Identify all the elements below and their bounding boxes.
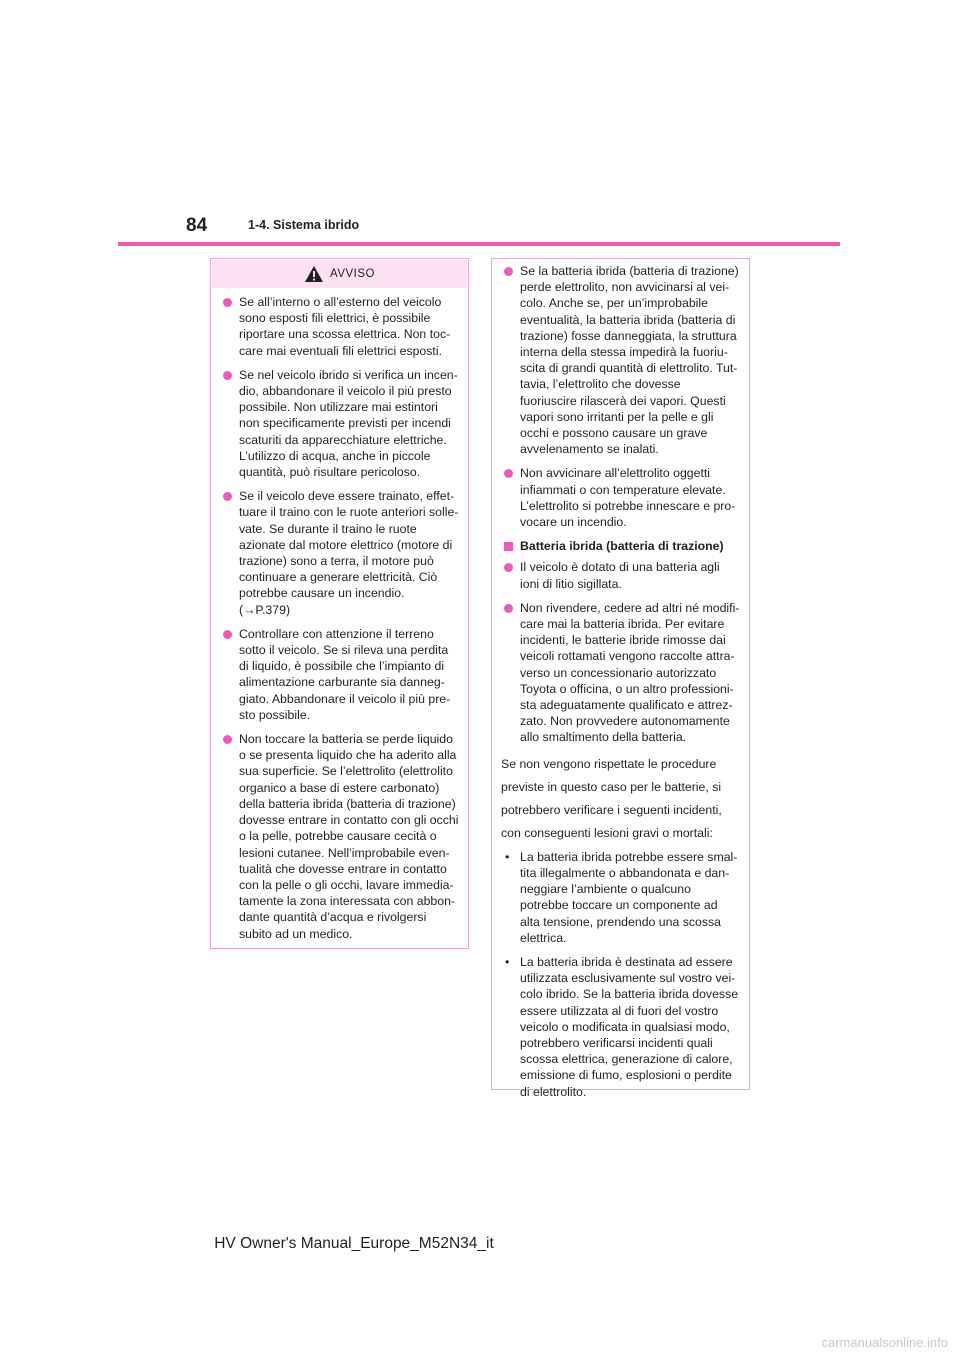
- sub-list-item: [504, 954, 737, 1100]
- text-line: sua superficie. Se l’elettrolito (elettrolito: [239, 764, 453, 779]
- section-title: 1-4. Sistema ibrido: [248, 218, 360, 232]
- text-line: L’elettrolito si potrebbe innescare e pro-: [520, 498, 736, 513]
- text-line: colo. Anche se, per un’improbabile: [520, 296, 708, 311]
- text-line: perde elettrolito, non avvicinarsi al vei-: [520, 280, 730, 295]
- text-line: care mai la batteria ibrida. Per evitare: [520, 617, 725, 632]
- text-line: giato. Abbandonare il veicolo il più pre-: [239, 691, 451, 706]
- text-line: o se presenta liquido che ha aderito alla: [239, 748, 457, 763]
- circle-bullet-icon: [504, 563, 513, 572]
- warning-icon: [304, 265, 324, 283]
- text-line: di elettrolito.: [520, 1084, 587, 1099]
- text-line: Toyota o officina, o un altro professioni-: [520, 681, 734, 696]
- text-line: tuare il traino con le ruote anteriori solle-: [239, 505, 459, 520]
- text-line: utilizzata esclusivamente sul vostro vei-: [520, 971, 736, 986]
- text-line: Non avvicinare all’elettrolito oggetti: [520, 466, 711, 481]
- text-line: fuoriuscire rilascerà dei vapori. Questi: [520, 393, 726, 408]
- text-line: Se la batteria ibrida (batteria di trazione): [520, 264, 739, 278]
- paragraph-line: potrebbero verificare i seguenti incidenti,: [501, 802, 722, 817]
- watermark: carmanualsonline.info: [821, 1335, 948, 1350]
- text-line: vate. Se durante il traino le ruote: [239, 521, 417, 536]
- text-line: dovesse entrare in contatto con gli occhi: [239, 813, 459, 828]
- paragraph-line: con conseguenti lesioni gravi o mortali:: [501, 825, 713, 840]
- text-line: trazione) fosse danneggiata, la struttura: [520, 328, 737, 343]
- text-line: interna della stessa impedirà la fuoriu-: [520, 345, 728, 360]
- text-line: colo ibrido. Se la batteria ibrida dovesse: [520, 987, 739, 1002]
- sub-list-item: [504, 849, 737, 946]
- text-line: lesioni cutanee. Nell’improbabile even-: [239, 845, 450, 860]
- text-line: potrebbero verificarsi incidenti quali: [520, 1035, 713, 1050]
- page-number: 84: [186, 215, 208, 236]
- text-line: tamente la zona interessata con abbon-: [239, 894, 456, 909]
- list-item: [504, 559, 737, 591]
- text-line: Controllare con attenzione il terreno: [239, 626, 434, 641]
- circle-bullet-icon: [223, 298, 232, 307]
- header-rule: [118, 242, 840, 246]
- warning-title: AVVISO: [330, 268, 375, 280]
- text-line: continuare a generare elettricità. Ciò: [239, 570, 438, 585]
- text-line: verso un concessionario autorizzato: [520, 665, 717, 680]
- warning-content-continued: [492, 259, 749, 1100]
- list-item: [223, 488, 459, 618]
- text-line: sta adeguatamente qualificato e attrez-: [520, 698, 733, 713]
- text-line: Non toccare la batteria se perde liquido: [239, 732, 453, 747]
- manual-name: HV Owner's Manual_Europe_M52N34_it: [214, 1235, 494, 1252]
- text-line: organico a base di estere carbonato): [239, 780, 440, 795]
- text-line: emissione di fumo, esplosioni o perdite: [520, 1068, 732, 1083]
- text-line: avvelenamento se inalati.: [520, 442, 659, 457]
- text-line: possibile. Non utilizzare mai estintori: [239, 400, 438, 415]
- text-line: eventualità, la batteria ibrida (batteria di: [520, 312, 736, 327]
- text-line: tita illegalmente o abbandonata e dan-: [520, 865, 730, 880]
- warning-box: [210, 258, 469, 949]
- text-line: care mai eventuali fili elettrici esposti.: [239, 343, 442, 358]
- text-line: Non rivendere, cedere ad altri né modifi-: [520, 600, 740, 615]
- text-line: vocare un incendio.: [520, 515, 627, 530]
- paragraph-line: Se non vengono rispettate le procedure: [501, 756, 717, 771]
- text-line: sono esposti fili elettrici, è possibile: [239, 311, 431, 326]
- circle-bullet-icon: [504, 267, 513, 276]
- text-line: scossa elettrica, generazione di calore,: [520, 1052, 733, 1067]
- text-line: sotto il veicolo. Se si rileva una perdita: [239, 643, 449, 658]
- text-line: non specificamente previsti per incendi: [239, 416, 451, 431]
- text-line: La batteria ibrida è destinata ad essere: [520, 954, 733, 969]
- circle-bullet-icon: [223, 492, 232, 501]
- section-heading: Batteria ibrida (batteria di trazione): [504, 538, 737, 554]
- text-line: della batteria ibrida (batteria di trazione): [239, 796, 456, 811]
- text-line: Se all’interno o all’esterno del veicolo: [239, 295, 442, 309]
- text-line: Il veicolo è dotato di una batteria agli: [520, 560, 720, 575]
- list-item: [504, 465, 737, 530]
- text-line: sto possibile.: [239, 707, 311, 722]
- text-line: ioni di litio sigillata.: [520, 576, 622, 591]
- list-item: [223, 626, 456, 723]
- text-line: azionate dal motore elettrico (motore di: [239, 537, 453, 552]
- warning-box-continued: [491, 258, 750, 1099]
- text-line: veicoli rottamati vengono raccolte attra-: [520, 649, 735, 664]
- text-line: neggiare l’ambiente o qualcuno: [520, 882, 691, 897]
- text-line: veicolo o modificata in qualsiasi modo,: [520, 1019, 730, 1034]
- text-line: scaturiti da apparecchiature elettriche.: [239, 432, 447, 447]
- list-item: [504, 600, 740, 746]
- text-line: tualità che dovesse entrare in contatto: [239, 861, 447, 876]
- text-line: alimentazione carburante sia danneg-: [239, 675, 445, 690]
- text-line: o la pelle, potrebbe causare cecità o: [239, 829, 437, 844]
- circle-bullet-icon: [504, 469, 513, 478]
- text-line: con la pelle o gli occhi, lavare immedia-: [239, 877, 454, 892]
- list-item: [223, 731, 459, 942]
- footer: [0, 1236, 960, 1252]
- small-bullet-icon: •: [505, 849, 510, 864]
- text-line: incidenti, le batterie ibride rimosse dai: [520, 633, 726, 648]
- text-line: essere utilizzata al di fuori del vostro: [520, 1003, 719, 1018]
- text-line: infiammati o con temperature elevate.: [520, 482, 726, 497]
- text-line: potrebbe toccare un componente ad: [520, 898, 718, 913]
- text-line: occhi e possono causare un grave: [520, 426, 708, 441]
- text-line: tavia, l’elettrolito che dovesse: [520, 377, 681, 392]
- text-line: alta tensione, prendendo una scossa: [520, 914, 721, 929]
- text-line: zato. Non provvedere autonomamente: [520, 714, 730, 729]
- circle-bullet-icon: [504, 604, 513, 613]
- paragraph-line: previste in questo caso per le batterie, si: [501, 779, 722, 794]
- list-item: [504, 263, 737, 457]
- list-item: [223, 294, 456, 359]
- text-line: trazione) sono a terra, il motore può: [239, 554, 434, 569]
- text-line: L’utilizzo di acqua, anche in piccole: [239, 448, 431, 463]
- text-line: (→P.379): [239, 602, 291, 617]
- text-line: vapori sono irritanti per la pelle e gli: [520, 409, 714, 424]
- list-item: [223, 367, 456, 480]
- text-line: Se il veicolo deve essere trainato, effet-: [239, 489, 455, 504]
- text-line: La batteria ibrida potrebbe essere smal-: [520, 849, 738, 864]
- paragraph: [501, 754, 737, 843]
- text-line: dante quantità d’acqua e rivolgersi: [239, 910, 427, 925]
- text-line: elettrica.: [520, 930, 567, 945]
- warning-content: [211, 288, 468, 942]
- text-line: quantità, può risultare pericoloso.: [239, 465, 421, 480]
- text-line: subito ad un medico.: [239, 926, 353, 941]
- text-line: Se nel veicolo ibrido si verifica un incen-: [239, 367, 458, 382]
- circle-bullet-icon: [223, 630, 232, 639]
- text-line: scita di grandi quantità di elettrolito. Tut-: [520, 361, 738, 376]
- circle-bullet-icon: [223, 371, 232, 380]
- text-line: riportare una scossa elettrica. Non toc-: [239, 327, 451, 342]
- text-line: di liquido, è possibile che l’impianto di: [239, 659, 445, 674]
- circle-bullet-icon: [223, 735, 232, 744]
- text-line: allo smaltimento della batteria.: [520, 730, 687, 745]
- small-bullet-icon: •: [505, 954, 510, 969]
- warning-header: [212, 260, 467, 288]
- square-bullet-icon: [504, 542, 513, 551]
- text-line: potrebbe causare un incendio.: [239, 586, 405, 601]
- text-line: dio, abbandonare il veicolo il più presto: [239, 384, 452, 399]
